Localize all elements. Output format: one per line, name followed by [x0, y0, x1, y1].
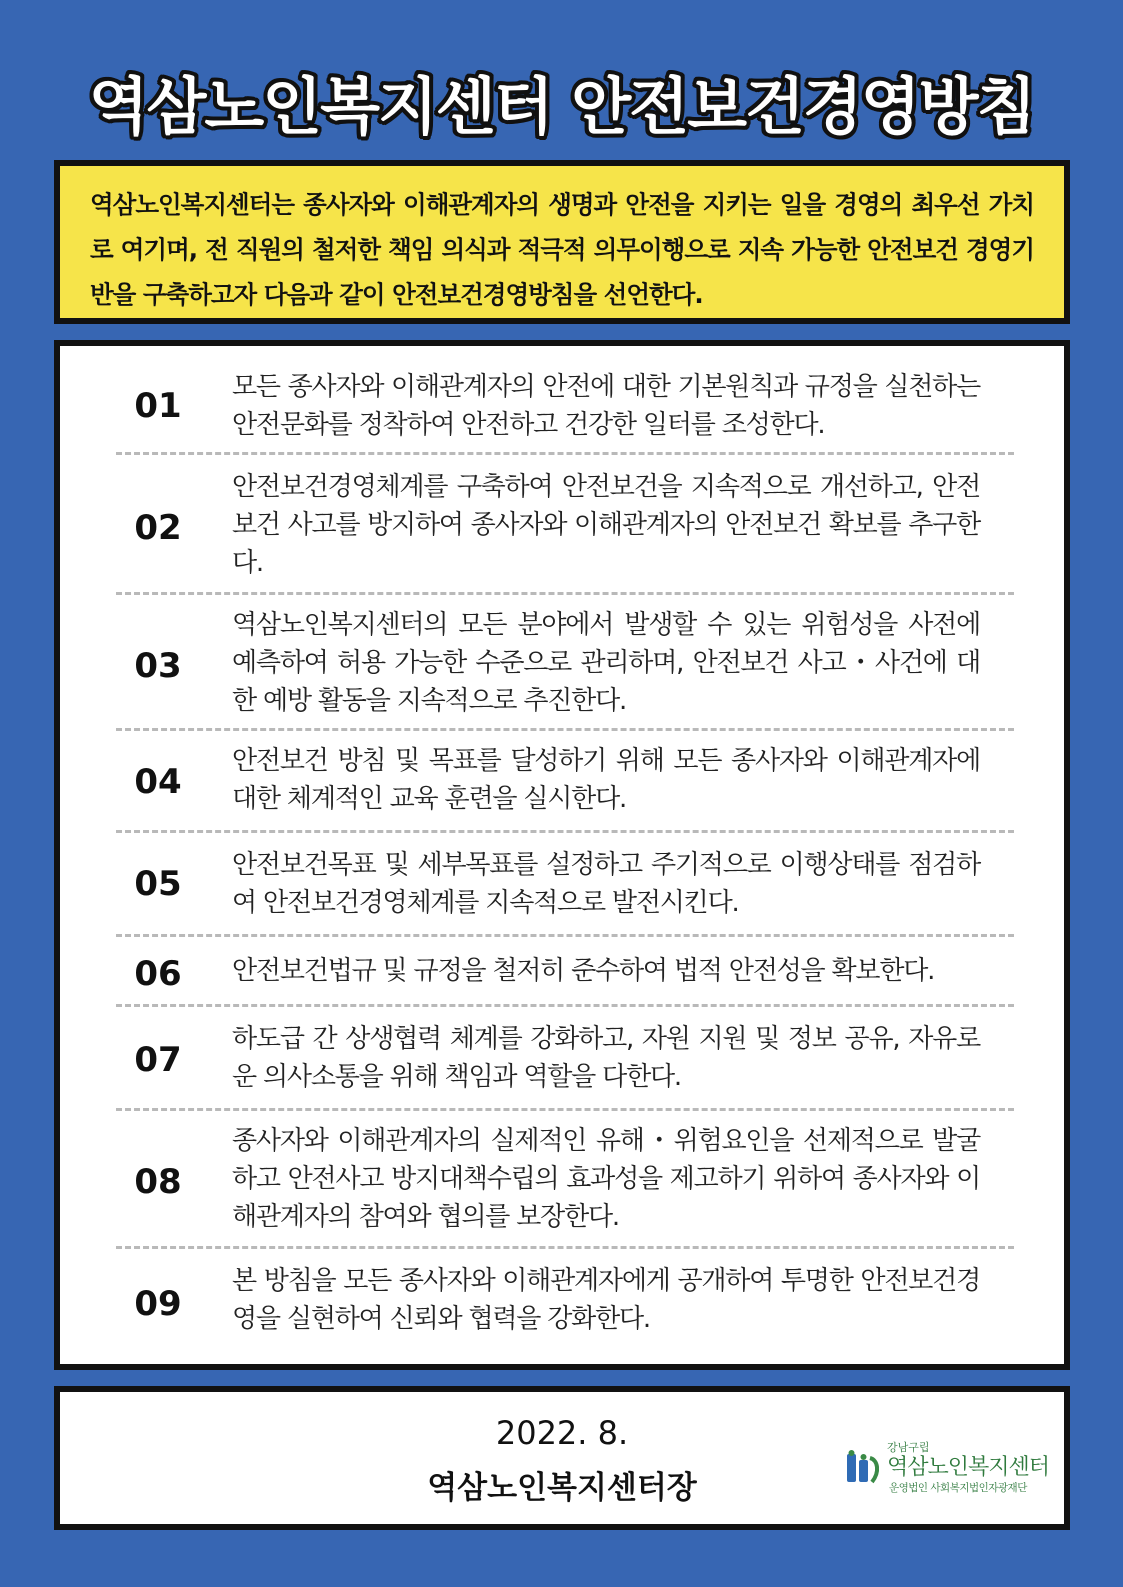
- policy-text: 안전보건목표 및 세부목표를 설정하고 주기적으로 이행상태를 점검하여 안전보건경영체계를 지속적으로 발전시킨다.: [232, 850, 980, 918]
- policy-number: 01: [134, 386, 182, 426]
- center-logo-icon: [845, 1450, 883, 1486]
- policy-number: 02: [134, 508, 182, 548]
- logo-district-text: 강남구립: [887, 1441, 930, 1454]
- policy-number: 07: [134, 1040, 182, 1080]
- policy-text: 본 방침을 모든 종사자와 이해관계자에게 공개하여 투명한 안전보건경영을 실현하여 신뢰와 협력을 강화한다.: [232, 1266, 980, 1334]
- policy-divider: [116, 1004, 1014, 1007]
- policy-divider: [116, 1246, 1014, 1249]
- policy-divider: [116, 452, 1014, 455]
- policy-number: 06: [134, 954, 182, 994]
- policy-text: 하도급 간 상생협력 체계를 강화하고, 자원 지원 및 정보 공유, 자유로운 의사소통을 위해 책임과 역할을 다한다.: [232, 1024, 980, 1092]
- signature-footer: [54, 1386, 1070, 1530]
- policy-text: 안전보건법규 및 규정을 철저히 준수하여 법적 안전성을 확보한다.: [232, 956, 935, 986]
- policy-number: 09: [134, 1284, 182, 1324]
- policy-divider: [116, 830, 1014, 833]
- policy-text: 종사자와 이해관계자의 실제적인 유해・위험요인을 선제적으로 발굴하고 안전사고 방지대책수립의 효과성을 제고하기 위하여 종사자와 이해관계자의 참여와 협의를 보장한다.: [232, 1126, 980, 1232]
- policy-text: 모든 종사자와 이해관계자의 안전에 대한 기본원칙과 규정을 실천하는 안전문화를 정착하여 안전하고 건강한 일터를 조성한다.: [232, 372, 980, 440]
- organization-logo: [845, 1432, 1057, 1502]
- policy-text: 역삼노인복지센터의 모든 분야에서 발생할 수 있는 위험성을 사전에 예측하여 허용 가능한 수준으로 관리하며, 안전보건 사고・사건에 대한 예방 활동을 지속적으로 추진한다.: [232, 610, 980, 716]
- policy-item: [60, 360, 1064, 456]
- policy-text: 안전보건경영체계를 구축하여 안전보건을 지속적으로 개선하고, 안전보건 사고를 방지하여 종사자와 이해관계자의 안전보건 확보를 추구한다.: [232, 472, 980, 578]
- logo-name-text: 역삼노인복지센터: [887, 1455, 1050, 1480]
- policy-divider: [116, 1108, 1014, 1111]
- policy-divider: [116, 934, 1014, 937]
- signer-title: 역삼노인복지센터장: [427, 1470, 697, 1506]
- page-title: 역삼노인복지센터 안전보건경영방침: [88, 70, 1035, 143]
- logo-operator-text: 운영법인 사회복지법인자광재단: [889, 1482, 1027, 1494]
- policy-number: 03: [134, 646, 182, 686]
- policy-number: 05: [134, 864, 182, 904]
- policy-list: [54, 340, 1070, 1370]
- policy-number: 04: [134, 762, 182, 802]
- policy-number: 08: [134, 1162, 182, 1202]
- issue-date: 2022. 8.: [495, 1414, 629, 1452]
- intro-statement: 역삼노인복지센터는 종사자와 이해관계자의 생명과 안전을 지키는 일을 경영의 최우선 가치로 여기며, 전 직원의 철저한 책임 의식과 적극적 의무이행으로 지속 가능한 안전보건 경영기반을 구축하고자 다음과 같이 안전보건경영방침을 선언한다.: [54, 160, 1070, 324]
- policy-divider: [116, 592, 1014, 595]
- policy-text: 안전보건 방침 및 목표를 달성하기 위해 모든 종사자와 이해관계자에 대한 체계적인 교육 훈련을 실시한다.: [232, 746, 980, 814]
- policy-divider: [116, 728, 1014, 731]
